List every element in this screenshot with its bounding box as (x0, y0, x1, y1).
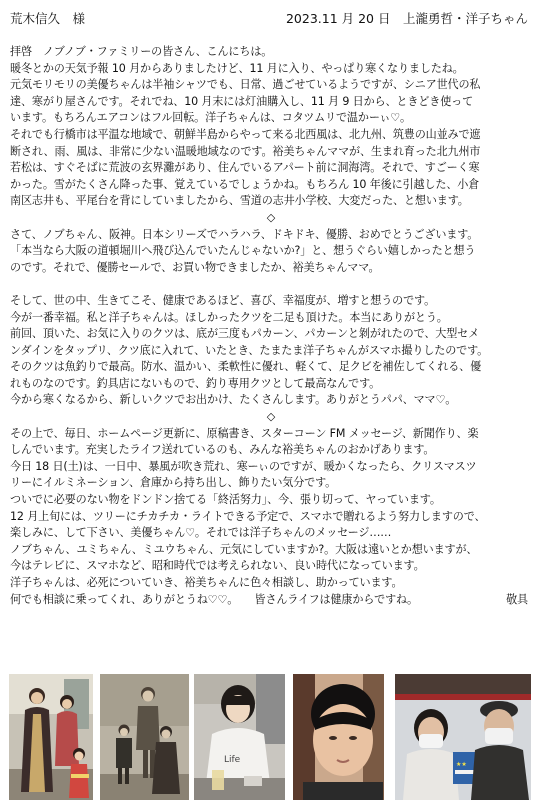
letter-line: その上で、毎日、ホームページ更新に、原稿書き、スターコーン FM メッセージ、新聞作り、楽 (10, 426, 479, 440)
photo-strip (9, 674, 531, 800)
letter-line: れものなのです。釣具店にないもので、釣り専用クツとして最高なんです。 (10, 376, 381, 390)
photo-face-closeup (293, 674, 384, 800)
letter-line: 南区志井も、平尾台を背にしていましたから、雪道の志井小学校、大変だった、と想います。 (10, 194, 469, 208)
recipient: 荒木信久 様 (10, 11, 86, 26)
photo-family-kimono (9, 674, 93, 800)
blank-line (10, 276, 532, 293)
closing-keigu: 敬具 (506, 592, 528, 606)
letter-line: のです。それで、優勝セールで、お買い物できましたか、裕美ちゃんママ。 (10, 260, 380, 274)
letter-line: そして、世の中、生きてこそ、健康であるほど、喜び、幸福度が、増すと想うのです。 (10, 293, 436, 307)
letter-line: 今から寒くなるから、新しいクツでお出かけ、たくさんします。ありがとうパパ、ママ♡。 (10, 393, 457, 407)
letter-line: 洋子ちゃんは、必死についていき、裕美ちゃんに色々相談し、助かっています。 (10, 576, 403, 589)
letter-line: 今が一番幸福。私と洋子ちゃんは。ほしかったクツを二足も頂けた。本当にありがとう。 (10, 310, 448, 324)
letter-line: います。もちろんエアコンはフル回転。洋子ちゃんは、コタツムリで温かーぃ♡。 (10, 111, 411, 125)
letter-line: リーにイルミネーション、倉庫から持ち出し、飾りたい気分です。 (10, 476, 337, 490)
letter-line: 楽しみに、して下さい、美優ちゃん♡。それでは洋子ちゃんのメッセージ…… (10, 526, 392, 540)
letter-line: 元気モリモリの美優ちゃんは半袖シャツでも、日常、過ごせているようですが、シニア世代の私 (10, 78, 481, 92)
letter-line: 若松は、すぐそばに荒波の玄界灘があり、住んでいるアパート前に洞海湾。それで、すごーく寒 (10, 161, 480, 175)
closing-line (10, 592, 532, 609)
letter-line: ンダインをタップリ、クツ底に入れて、いたとき、たまたま洋子ちゃんがスマホ撮りしたのです。 (10, 343, 489, 357)
letter-line: 今はテレビに、スマホなど、昭和時代では考えられない、良い時代になっています。 (10, 559, 425, 573)
letter-line: 今日 18 日(土)は、一日中、暴風が吹き荒れ、寒ーぃのですが、暖かくなったら、クリスマスツ (10, 459, 477, 473)
letter-line: ノブちゃん、ユミちゃん、ミユウちゃん、元気にしていますか?。大阪は遠いとか想いますが、 (10, 542, 478, 556)
section-divider: ◇ (266, 210, 276, 224)
section-divider: ◇ (266, 410, 276, 424)
letter-line: そのクツは魚釣りで最高。防水、温かい、柔軟性に優れ、軽くて、足クビを補佐してくれる、優 (10, 360, 482, 374)
letter-line: 断され、雨、風は、非常に少ない温暖地域なのです。裕美ちゃんママが、生まれ育った北九州市 (10, 144, 481, 158)
letter-line: かった。雪がたくさん降った事、覚えているでしょうかね。もちろん 10 年後に引越した、小倉 (10, 177, 480, 191)
letter-line: それでも行橋市は平温な地域で、朝鮮半島からやって来る北西風は、北九州、筑豊の山並みで遮 (10, 127, 481, 141)
date-sender: 2023.11 月 20 日 上瀧勇哲・洋子ちゃん (285, 11, 528, 26)
svg-text:★★: ★★ (456, 761, 467, 768)
letter-line: 暖冬とかの天気予報 10 月からありましたけど、11 月に入り、やっぱり寒くなりましたね。 (10, 61, 464, 75)
letter-line: しんでいます。充実したライフ送れているのも、みんな裕美ちゃんのおかげあります。 (10, 443, 435, 457)
photo-masked-couple (395, 674, 531, 800)
letter-line: 達、寒がり屋さんです。それでね、10 月末には灯油購入し、11 月 9 日から、ときどき使って (10, 94, 474, 108)
photo-girl-table (194, 674, 285, 800)
photo-sepia-family (100, 674, 189, 800)
letter-line: 12 月上旬には、ツリーにチカチカ・ライトできる予定で、スマホで贈れるよう努力しますので、 (10, 509, 486, 523)
letter-line: 「本当なら大阪の道頓堀川へ飛び込んでいたんじゃないか?」と、想うぐらい嬉しかったと想う (10, 244, 476, 258)
letter-line: ついでに必要のない物をドンドン捨てる「終活努力」、今、張り切って、ヤっています。 (10, 493, 441, 507)
letter-line: 拝啓 ノブノブ・ファミリーの皆さん、こんにちは。 (10, 45, 273, 58)
letter-line: 前回、頂いた、お気に入りのクツは、底が三度もパカーン、パカーンと剝がれたので、大型セメ (10, 327, 480, 341)
closing-text: 何でも相談に乗ってくれ、ありがとうね♡♡。 皆さんライフは健康からですね。 (10, 592, 418, 606)
svg-text:Life: Life (224, 755, 241, 765)
letter-header (10, 9, 528, 27)
letter-body (10, 44, 532, 608)
letter-line: さて、ノブちゃん、阪神。日本シリーズでハラハラ、ドキドキ、優勝、おめでとうございます。 (10, 227, 479, 241)
